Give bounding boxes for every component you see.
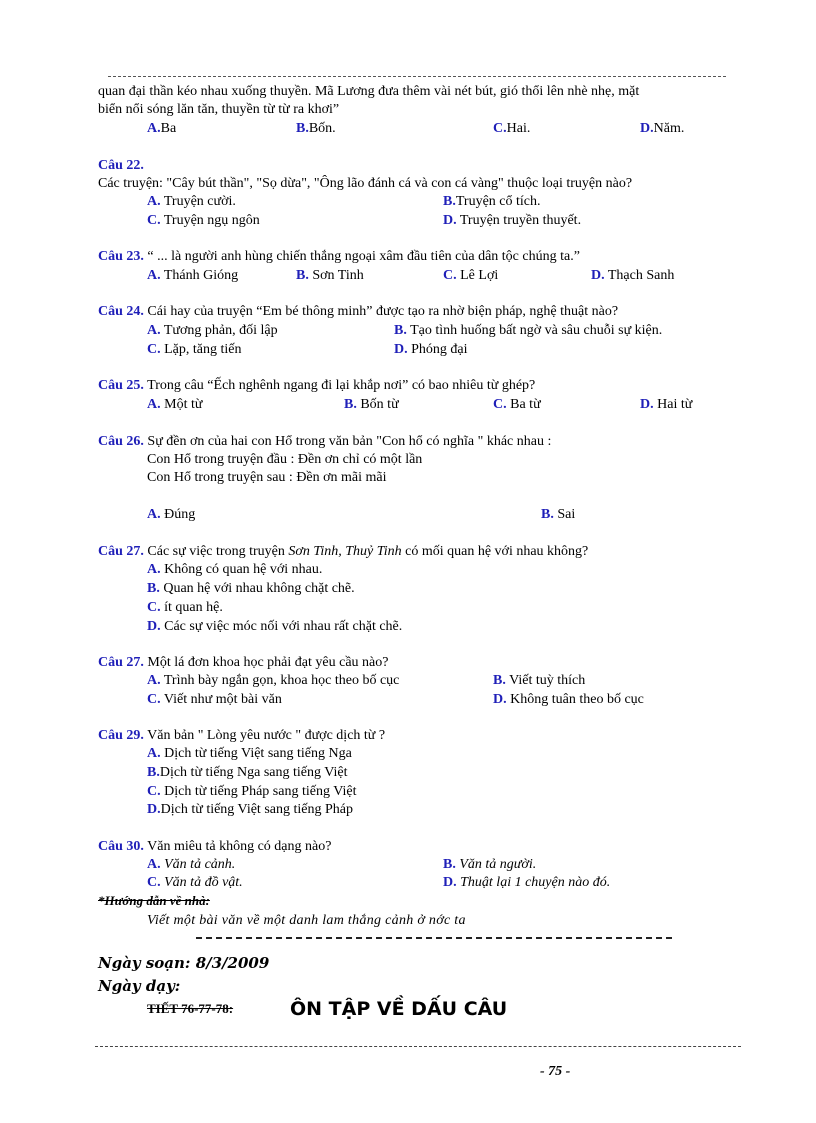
homework-rule [196, 937, 672, 939]
q24-option-d: D. Phóng đại [394, 342, 468, 357]
header-rule [108, 76, 726, 77]
q25-option-d: D. Hai từ [640, 397, 693, 412]
q27a-option-c: C. ít quan hệ. [147, 600, 223, 615]
q27a-option-b: B. Quan hệ với nhau không chặt chẽ. [147, 581, 355, 596]
q26-option-b: B. Sai [541, 507, 576, 522]
q29-option-b: B.Dịch từ tiếng Nga sang tiếng Việt [147, 765, 348, 780]
q24-option-b: B. Tạo tình huống bất ngờ và sâu chuỗi sự kiện. [394, 323, 663, 338]
q27b-option-d: D. Không tuân theo bố cục [493, 692, 644, 707]
q23-option-c: C. Lê Lợi [443, 268, 499, 283]
date-teach: Ngày dạy: [98, 977, 181, 995]
intro-line-2: biển nổi sóng lăn tăn, thuyền từ từ ra khơi” [98, 102, 340, 117]
q25-option-b: B. Bốn từ [344, 397, 399, 412]
q29-option-a: A. Dịch từ tiếng Việt sang tiếng Nga [147, 746, 352, 761]
q22-option-d: D. Truyện truyền thuyết. [443, 213, 582, 228]
intro-option-a: A.Ba [147, 121, 177, 136]
intro-option-c: C.Hai. [493, 121, 531, 136]
q27b-option-a: A. Trình bày ngắn gọn, khoa học theo bố cục [147, 673, 400, 688]
q27b-question: Câu 27. Một lá đơn khoa học phải đạt yêu cầu nào? [98, 655, 389, 670]
date-compose: Ngày soạn: 8/3/2009 [98, 954, 270, 972]
footer-rule [95, 1046, 741, 1047]
q26-line-2: Con Hổ trong truyện đầu : Đền ơn chỉ có một lần [147, 452, 423, 467]
q23-option-b: B. Sơn Tinh [296, 268, 364, 283]
q22-label: Câu 22. [98, 158, 144, 173]
q26-question: Câu 26. Sự đền ơn của hai con Hổ trong văn bản "Con hổ có nghĩa " khác nhau : [98, 434, 552, 449]
intro-option-b: B.Bốn. [296, 121, 336, 136]
q25-question: Câu 25. Trong câu “Ếch nghênh ngang đi lại khắp nơi” có bao nhiêu từ ghép? [98, 378, 536, 393]
lesson-period: TIẾT 76-77-78: [147, 1001, 234, 1016]
q29-question: Câu 29. Văn bản " Lòng yêu nước " được dịch từ ? [98, 728, 386, 743]
q29-option-c: C. Dịch từ tiếng Pháp sang tiếng Việt [147, 784, 357, 799]
q22-option-c: C. Truyện ngụ ngôn [147, 213, 260, 228]
q23-option-d: D. Thạch Sanh [591, 268, 675, 283]
q29-option-d: D.Dịch từ tiếng Việt sang tiếng Pháp [147, 802, 353, 817]
q30-option-d: D. Thuật lại 1 chuyện nào đó. [443, 875, 611, 890]
q24-question: Câu 24. Cái hay của truyện “Em bé thông minh” được tạo ra nhờ biện pháp, nghệ thuật nào? [98, 304, 619, 319]
q22-option-a: A. Truyện cười. [147, 194, 236, 209]
intro-option-d: D.Năm. [640, 121, 685, 136]
q24-option-c: C. Lặp, tăng tiến [147, 342, 242, 357]
q27a-option-a: A. Không có quan hệ với nhau. [147, 562, 323, 577]
q25-option-a: A. Một từ [147, 397, 203, 412]
intro-line-1: quan đại thần kéo nhau xuống thuyền. Mã Lương đưa thêm vài nét bút, gió thổi lên nhè nhẹ, mặt [98, 84, 640, 99]
q27a-option-d: D. Các sự việc móc nối với nhau rất chặt chẽ. [147, 619, 403, 634]
q22-text: Các truyện: "Cây bút thần", "Sọ dừa", "Ông lão đánh cá và con cá vàng" thuộc loại truyện nào? [98, 176, 633, 191]
homework-heading: *Hướng dẫn về nhà: [98, 893, 210, 908]
q26-option-a: A. Đúng [147, 507, 196, 522]
page-number: - 75 - [540, 1064, 571, 1079]
q26-line-3: Con Hổ trong truyện sau : Đền ơn mãi mãi [147, 470, 387, 485]
q22-option-b: B.Truyện cổ tích. [443, 194, 541, 209]
q30-option-c: C. Văn tả đồ vật. [147, 875, 243, 890]
q25-option-c: C. Ba từ [493, 397, 541, 412]
q30-option-a: A. Văn tả cảnh. [147, 857, 236, 872]
q30-question: Câu 30. Văn miêu tả không có dạng nào? [98, 839, 332, 854]
lesson-title: ÔN TẬP VỀ DẤU CÂU [290, 998, 508, 1020]
q27b-option-b: B. Viết tuỳ thích [493, 673, 586, 688]
q23-question: Câu 23. “ ... là người anh hùng chiến thắng ngoại xâm đầu tiên của dân tộc chúng ta.” [98, 249, 580, 264]
q30-option-b: B. Văn tả người. [443, 857, 537, 872]
q24-option-a: A. Tương phản, đối lập [147, 323, 278, 338]
q27a-question: Câu 27. Các sự việc trong truyện Sơn Tinh, Thuỷ Tinh có mối quan hệ với nhau không? [98, 544, 589, 559]
q23-option-a: A. Thánh Gióng [147, 268, 239, 283]
q27b-option-c: C. Viết như một bài văn [147, 692, 282, 707]
homework-text: Viết một bài văn về một danh lam thắng cảnh ở nớc ta [147, 913, 466, 928]
